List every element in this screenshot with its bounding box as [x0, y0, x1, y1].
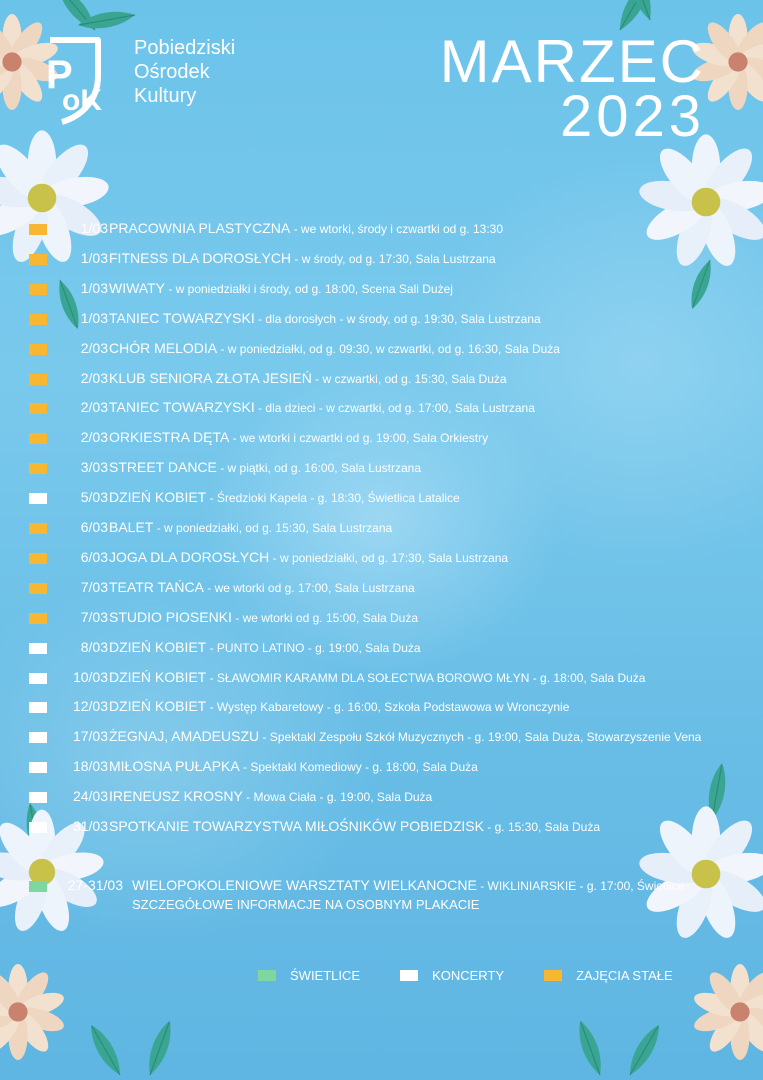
event-date: 1/03 — [80, 309, 108, 326]
svg-text:P: P — [46, 53, 73, 97]
category-marker — [29, 702, 47, 713]
event-text — [109, 370, 507, 388]
event-date: 3/03 — [80, 459, 108, 476]
event-title: KLUB SENIORA ZŁOTA JESIEŃ — [109, 369, 312, 386]
event-desc: - we wtorki, środy i czwartki od g. 13:30 — [290, 222, 504, 236]
event-title: ŻEGNAJ, AMADEUSZU — [109, 728, 260, 745]
event-date: 27-31/03 — [67, 877, 123, 893]
event-date: 2/03 — [80, 399, 108, 416]
event-desc: - Średzioki Kapela - g. 18:30, Świetlica Latalice — [206, 491, 460, 506]
event-text — [109, 220, 503, 238]
category-marker — [29, 433, 47, 444]
event-row — [0, 696, 763, 720]
event-date: 7/03 — [80, 578, 108, 595]
category-marker — [29, 553, 47, 564]
event-title: DZIEŃ KOBIET — [109, 698, 207, 715]
event-desc: - Mowa Ciała - g. 19:00, Sala Duża — [242, 790, 433, 805]
event-title: BALET — [109, 519, 154, 535]
event-text — [109, 280, 453, 298]
category-marker — [29, 493, 47, 504]
event-title: DZIEŃ KOBIET — [109, 668, 207, 685]
event-title: FITNESS DLA DOROSŁYCH — [109, 249, 292, 266]
event-row — [0, 756, 763, 780]
event-row — [0, 427, 763, 451]
event-title: WIWATY — [109, 279, 165, 296]
event-desc: - Spektakl Komediowy - g. 18:00, Sala Duża — [239, 760, 478, 775]
event-date: 5/03 — [80, 489, 108, 506]
legend-item — [544, 968, 673, 983]
category-marker — [29, 254, 47, 265]
event-text — [109, 698, 569, 716]
event-date: 6/03 — [80, 548, 108, 565]
category-marker — [29, 583, 47, 594]
event-title: TEATR TAŃCA — [109, 578, 204, 595]
category-marker — [29, 284, 47, 295]
event-title: PRACOWNIA PLASTYCZNA — [109, 220, 291, 236]
category-marker — [29, 613, 47, 624]
event-date: 8/03 — [80, 638, 108, 655]
event-date: 24/03 — [72, 788, 108, 805]
event-row — [0, 577, 763, 601]
legend-item — [258, 968, 360, 983]
event-row — [0, 637, 763, 661]
logo-line-1: Pobiedziski — [134, 37, 236, 59]
category-marker — [29, 673, 47, 684]
event-date: 7/03 — [80, 608, 108, 625]
category-marker — [29, 314, 47, 325]
event-row — [0, 786, 763, 810]
event-date: 1/03 — [80, 220, 108, 236]
event-text — [109, 549, 508, 567]
legend-label: KONCERTY — [432, 968, 505, 983]
event-note: SZCZEGÓŁOWE INFORMACJE NA OSOBNYM PLAKACIE — [132, 897, 480, 912]
event-desc: - dla dorosłych - w środy, od g. 19:30, Sala Lustrzana — [254, 311, 541, 326]
legend-swatch — [544, 970, 562, 981]
event-text — [109, 489, 460, 507]
event-text — [109, 399, 535, 417]
event-row — [0, 338, 763, 362]
event-title: SPOTKANIE TOWARZYSTWA MIŁOŚNIKÓW POBIEDZISK — [109, 818, 484, 834]
event-row — [0, 487, 763, 511]
event-title: JOGA DLA DOROSŁYCH — [109, 548, 270, 565]
event-title: CHÓR MELODIA — [109, 339, 218, 356]
event-row — [0, 368, 763, 392]
event-desc: - w czwartki, od g. 15:30, Sala Duża — [311, 371, 507, 386]
event-row — [0, 308, 763, 332]
event-title: TANIEC TOWARZYSKI — [109, 399, 255, 416]
svg-text:oK: oK — [62, 84, 102, 117]
event-text — [109, 788, 432, 806]
logo-line-3: Kultury — [134, 85, 197, 107]
category-marker — [29, 344, 47, 355]
event-title: MIŁOSNA PUŁAPKA — [109, 758, 240, 775]
legend-item — [400, 968, 504, 983]
event-title: DZIEŃ KOBIET — [109, 638, 207, 655]
category-marker — [29, 523, 47, 534]
event-text — [109, 310, 541, 328]
event-date: 1/03 — [80, 249, 108, 266]
event-row — [0, 517, 763, 541]
event-desc: - WIKLINIARSKIE - g. 17:00, Świetlice — [476, 879, 685, 893]
event-desc: - w środy, od g. 17:30, Sala Lustrzana — [291, 251, 496, 266]
event-row — [0, 726, 763, 750]
category-marker — [29, 822, 47, 833]
event-desc: - Występ Kabaretowy - g. 16:00, Szkoła Podstawowa w Wronczynie — [206, 700, 570, 715]
event-desc: - w poniedziałki, od g. 15:30, Sala Lustrzana — [153, 521, 393, 535]
special-event — [0, 875, 763, 912]
event-row — [0, 397, 763, 421]
event-title: STUDIO PIOSENKI — [109, 608, 232, 625]
event-desc: - SŁAWOMIR KARAMM DLA SOŁECTWA BOROWO MŁYN - g. 18:00, Sala Duża — [206, 670, 646, 685]
event-row — [0, 457, 763, 481]
category-marker — [29, 224, 47, 235]
event-desc: - we wtorki i czwartki od g. 19:00, Sala Orkiestry — [229, 431, 489, 446]
event-title: IRENEUSZ KROSNY — [109, 788, 243, 805]
event-text — [109, 818, 600, 836]
event-text — [109, 340, 560, 358]
event-text — [109, 579, 415, 597]
event-text — [109, 639, 421, 657]
event-row — [0, 816, 763, 840]
event-text — [109, 728, 701, 746]
event-desc: - w poniedziałki, od g. 09:30, w czwartki, od g. 16:30, Sala Duża — [217, 341, 560, 356]
event-row — [0, 667, 763, 691]
event-row — [0, 547, 763, 571]
event-desc: - Spektakl Zespołu Szkół Muzycznych - g. 19:00, Sala Duża, Stowarzyszenie Vena — [259, 730, 702, 745]
category-marker — [29, 881, 47, 892]
event-text — [109, 609, 418, 627]
event-date: 31/03 — [72, 818, 108, 834]
month-title: MARZEC — [439, 28, 705, 95]
event-row — [0, 278, 763, 302]
event-desc: - we wtorki od g. 17:00, Sala Lustrzana — [203, 580, 415, 595]
event-desc: - g. 15:30, Sala Duża — [483, 820, 601, 834]
event-date: 18/03 — [72, 758, 108, 775]
logo-text — [134, 36, 235, 108]
category-marker — [29, 762, 47, 773]
event-row — [0, 248, 763, 272]
event-text — [132, 877, 684, 895]
year-title: 2023 — [559, 84, 705, 149]
event-title: STREET DANCE — [109, 459, 217, 476]
legend-label: ŚWIETLICE — [290, 968, 361, 983]
event-row — [0, 607, 763, 631]
event-text — [109, 459, 421, 477]
event-row — [0, 218, 763, 242]
event-desc: - w piątki, od g. 16:00, Sala Lustrzana — [216, 461, 421, 476]
logo — [44, 36, 235, 126]
category-marker — [29, 732, 47, 743]
event-date: 1/03 — [80, 279, 108, 296]
category-marker — [29, 374, 47, 385]
event-text — [109, 758, 478, 776]
event-date: 2/03 — [80, 369, 108, 386]
event-title: DZIEŃ KOBIET — [109, 489, 207, 506]
category-marker — [29, 792, 47, 803]
event-text — [109, 519, 392, 537]
category-marker — [29, 463, 47, 474]
event-text — [109, 429, 488, 447]
event-text — [109, 250, 496, 268]
event-desc: - w poniedziałki i środy, od g. 18:00, Scena Sali Dużej — [165, 281, 453, 296]
event-desc: - we wtorki od g. 15:00, Sala Duża — [231, 610, 419, 625]
event-title: WIELOPOKOLENIOWE WARSZTATY WIELKANOCNE — [132, 877, 477, 893]
logo-line-2: Ośrodek — [134, 61, 210, 83]
event-date: 12/03 — [72, 698, 108, 715]
legend-label: ZAJĘCIA STAŁE — [576, 968, 673, 983]
event-date: 2/03 — [80, 429, 108, 446]
event-date: 6/03 — [80, 519, 108, 535]
event-title: ORKIESTRA DĘTA — [109, 429, 230, 446]
legend — [258, 968, 713, 983]
event-date: 17/03 — [72, 728, 108, 745]
event-desc: - w poniedziałki, od g. 17:30, Sala Lustrzana — [269, 550, 509, 565]
event-desc: - PUNTO LATINO - g. 19:00, Sala Duża — [206, 640, 421, 655]
event-desc: - dla dzieci - w czwartki, od g. 17:00, Sala Lustrzana — [254, 401, 535, 416]
category-marker — [29, 643, 47, 654]
event-text — [109, 669, 645, 687]
event-date: 2/03 — [80, 339, 108, 356]
event-title: TANIEC TOWARZYSKI — [109, 309, 255, 326]
legend-swatch — [400, 970, 418, 981]
pok-logo-icon — [44, 36, 124, 126]
event-date: 10/03 — [72, 668, 108, 685]
legend-swatch — [258, 970, 276, 981]
category-marker — [29, 403, 47, 414]
